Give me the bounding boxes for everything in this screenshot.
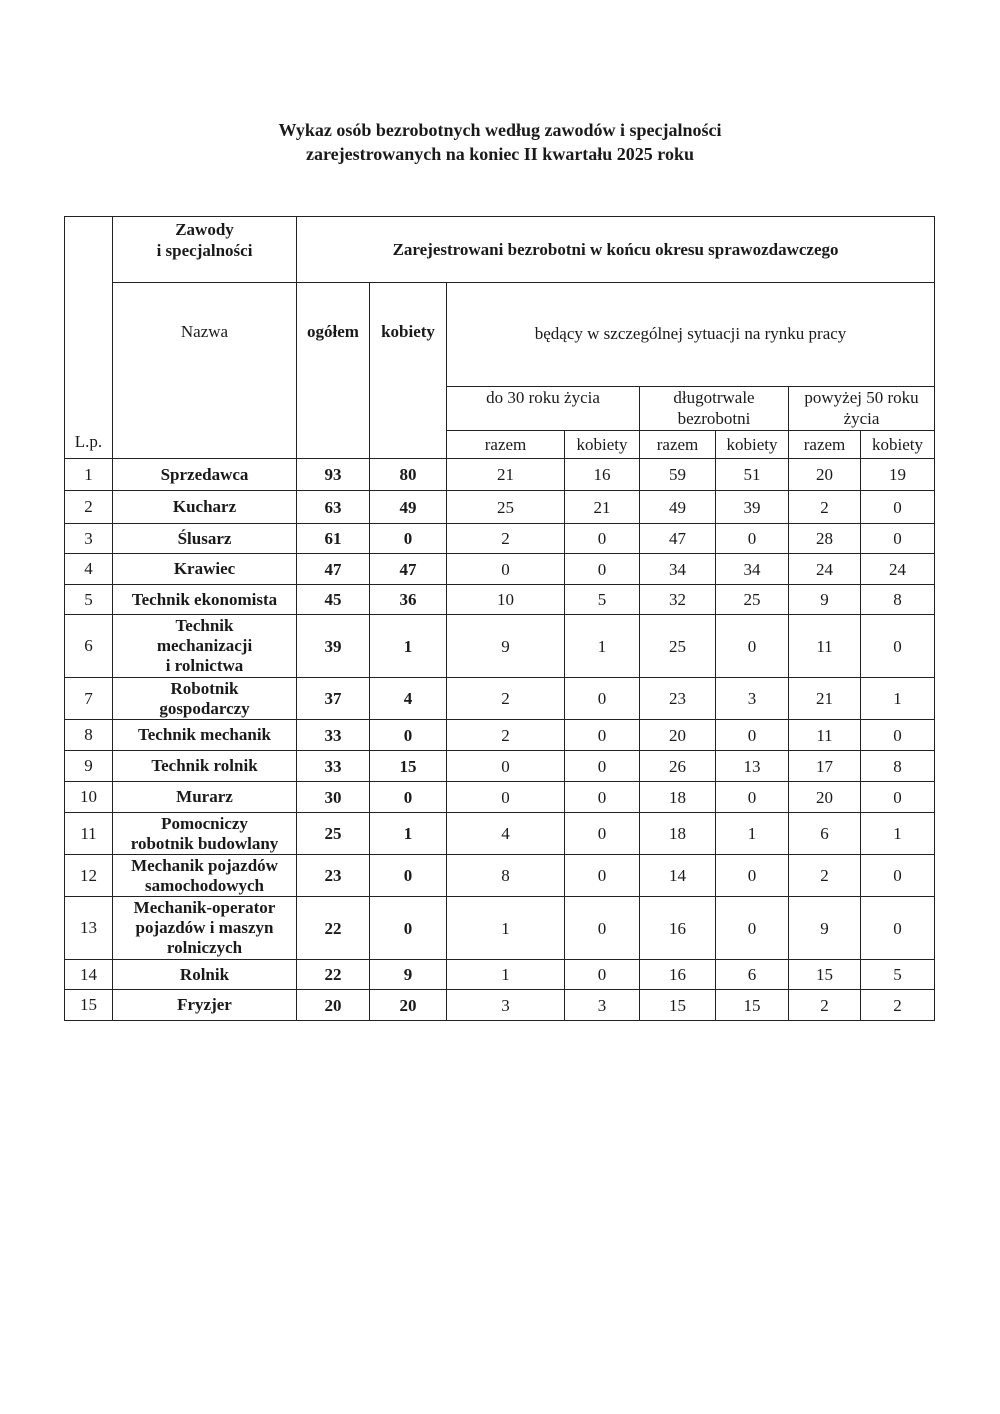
row-dlugotrwale-razem: 59 — [640, 459, 716, 491]
table-row — [65, 782, 935, 813]
row-dlugotrwale-razem: 20 — [640, 720, 716, 751]
row-do30-kobiety: 0 — [565, 813, 640, 855]
row-dlugotrwale-razem: 23 — [640, 678, 716, 720]
row-kobiety: 0 — [370, 897, 447, 960]
row-do30-razem: 2 — [447, 720, 565, 751]
row-pow50-kobiety: 8 — [861, 751, 935, 782]
row-pow50-razem: 6 — [789, 813, 861, 855]
row-pow50-razem: 11 — [789, 615, 861, 678]
table-row — [65, 615, 935, 678]
row-dlugotrwale-kobiety: 3 — [716, 678, 789, 720]
row-dlugotrwale-kobiety: 0 — [716, 615, 789, 678]
row-kobiety: 36 — [370, 585, 447, 615]
header-kobiety: kobiety — [370, 283, 447, 459]
row-pow50-kobiety: 1 — [861, 813, 935, 855]
row-lp: 8 — [65, 720, 113, 751]
row-do30-razem: 0 — [447, 782, 565, 813]
header-nazwa: Nazwa — [113, 283, 297, 459]
row-dlugotrwale-razem: 47 — [640, 524, 716, 554]
row-name: Technik rolnik — [113, 751, 297, 782]
row-name: Ślusarz — [113, 524, 297, 554]
header-do30: do 30 roku życia — [447, 387, 640, 431]
row-kobiety: 49 — [370, 491, 447, 524]
row-ogolem: 47 — [297, 554, 370, 585]
row-do30-razem: 0 — [447, 554, 565, 585]
row-name: Technik mechanik — [113, 720, 297, 751]
header-d30-kobiety: kobiety — [565, 431, 640, 459]
row-lp: 7 — [65, 678, 113, 720]
row-dlugotrwale-kobiety: 13 — [716, 751, 789, 782]
table-body — [65, 459, 935, 1021]
row-do30-razem: 1 — [447, 897, 565, 960]
row-kobiety: 20 — [370, 990, 447, 1021]
row-lp: 15 — [65, 990, 113, 1021]
row-name: Robotnik gospodarczy — [113, 678, 297, 720]
row-pow50-razem: 17 — [789, 751, 861, 782]
header-pow50: powyżej 50 roku życia — [789, 387, 935, 431]
row-lp: 14 — [65, 960, 113, 990]
row-pow50-kobiety: 2 — [861, 990, 935, 1021]
row-kobiety: 4 — [370, 678, 447, 720]
row-ogolem: 63 — [297, 491, 370, 524]
row-pow50-kobiety: 0 — [861, 782, 935, 813]
row-dlugotrwale-kobiety: 6 — [716, 960, 789, 990]
row-do30-razem: 2 — [447, 678, 565, 720]
title-line-1: Wykaz osób bezrobotnych według zawodów i specjalności — [278, 120, 722, 140]
table-row — [65, 751, 935, 782]
row-do30-razem: 10 — [447, 585, 565, 615]
row-name: Mechanik pojazdów samochodowych — [113, 855, 297, 897]
row-do30-kobiety: 0 — [565, 554, 640, 585]
row-ogolem: 33 — [297, 751, 370, 782]
row-do30-razem: 9 — [447, 615, 565, 678]
unemployment-table — [64, 216, 935, 1021]
row-ogolem: 22 — [297, 897, 370, 960]
header-ogolem: ogółem — [297, 283, 370, 459]
row-pow50-razem: 2 — [789, 990, 861, 1021]
row-do30-razem: 3 — [447, 990, 565, 1021]
header-dl-kobiety: kobiety — [716, 431, 789, 459]
row-dlugotrwale-kobiety: 39 — [716, 491, 789, 524]
row-do30-razem: 2 — [447, 524, 565, 554]
row-do30-kobiety: 0 — [565, 897, 640, 960]
row-kobiety: 80 — [370, 459, 447, 491]
table-header — [65, 217, 935, 459]
row-dlugotrwale-razem: 25 — [640, 615, 716, 678]
row-pow50-razem: 2 — [789, 491, 861, 524]
row-kobiety: 9 — [370, 960, 447, 990]
row-name: Sprzedawca — [113, 459, 297, 491]
row-do30-razem: 4 — [447, 813, 565, 855]
row-kobiety: 0 — [370, 855, 447, 897]
row-ogolem: 39 — [297, 615, 370, 678]
table-row — [65, 720, 935, 751]
header-group: Zarejestrowani bezrobotni w końcu okresu sprawozdawczego — [297, 217, 935, 283]
row-lp: 10 — [65, 782, 113, 813]
header-szczegolna: będący w szczególnej sytuacji na rynku pracy — [447, 283, 935, 387]
row-pow50-kobiety: 0 — [861, 615, 935, 678]
table-row — [65, 554, 935, 585]
row-pow50-razem: 11 — [789, 720, 861, 751]
row-pow50-razem: 20 — [789, 782, 861, 813]
row-pow50-kobiety: 5 — [861, 960, 935, 990]
table-row — [65, 813, 935, 855]
row-dlugotrwale-kobiety: 34 — [716, 554, 789, 585]
row-ogolem: 45 — [297, 585, 370, 615]
row-ogolem: 61 — [297, 524, 370, 554]
row-do30-kobiety: 0 — [565, 524, 640, 554]
row-name: Mechanik-operator pojazdów i maszyn rolniczych — [113, 897, 297, 960]
row-pow50-razem: 9 — [789, 897, 861, 960]
header-p50-kobiety: kobiety — [861, 431, 935, 459]
row-dlugotrwale-kobiety: 0 — [716, 855, 789, 897]
row-do30-kobiety: 3 — [565, 990, 640, 1021]
row-do30-kobiety: 0 — [565, 678, 640, 720]
row-lp: 11 — [65, 813, 113, 855]
row-kobiety: 0 — [370, 782, 447, 813]
row-dlugotrwale-razem: 26 — [640, 751, 716, 782]
row-do30-kobiety: 16 — [565, 459, 640, 491]
row-pow50-kobiety: 19 — [861, 459, 935, 491]
row-dlugotrwale-kobiety: 1 — [716, 813, 789, 855]
row-pow50-kobiety: 0 — [861, 491, 935, 524]
row-pow50-kobiety: 0 — [861, 855, 935, 897]
table-row — [65, 897, 935, 960]
row-dlugotrwale-razem: 32 — [640, 585, 716, 615]
row-name: Fryzjer — [113, 990, 297, 1021]
row-name: Kucharz — [113, 491, 297, 524]
header-zawody: Zawody i specjalności — [113, 217, 297, 283]
table-row — [65, 524, 935, 554]
row-lp: 5 — [65, 585, 113, 615]
row-ogolem: 37 — [297, 678, 370, 720]
row-name: Murarz — [113, 782, 297, 813]
row-dlugotrwale-kobiety: 0 — [716, 720, 789, 751]
row-name: Krawiec — [113, 554, 297, 585]
row-lp: 4 — [65, 554, 113, 585]
table-row — [65, 990, 935, 1021]
row-ogolem: 93 — [297, 459, 370, 491]
row-lp: 2 — [65, 491, 113, 524]
row-dlugotrwale-razem: 18 — [640, 782, 716, 813]
header-dlugotrwale: długotrwale bezrobotni — [640, 387, 789, 431]
table-row — [65, 960, 935, 990]
document-title — [0, 118, 1000, 166]
header-lp: L.p. — [65, 217, 113, 459]
row-pow50-kobiety: 0 — [861, 720, 935, 751]
row-dlugotrwale-razem: 14 — [640, 855, 716, 897]
row-lp: 1 — [65, 459, 113, 491]
row-dlugotrwale-kobiety: 0 — [716, 782, 789, 813]
row-do30-kobiety: 1 — [565, 615, 640, 678]
row-lp: 12 — [65, 855, 113, 897]
row-dlugotrwale-razem: 16 — [640, 897, 716, 960]
row-do30-razem: 0 — [447, 751, 565, 782]
row-do30-kobiety: 5 — [565, 585, 640, 615]
row-pow50-kobiety: 24 — [861, 554, 935, 585]
row-do30-kobiety: 0 — [565, 782, 640, 813]
row-pow50-razem: 24 — [789, 554, 861, 585]
row-kobiety: 15 — [370, 751, 447, 782]
row-kobiety: 1 — [370, 615, 447, 678]
row-do30-kobiety: 0 — [565, 720, 640, 751]
row-pow50-razem: 15 — [789, 960, 861, 990]
row-pow50-razem: 20 — [789, 459, 861, 491]
row-pow50-razem: 28 — [789, 524, 861, 554]
table-row — [65, 491, 935, 524]
row-lp: 13 — [65, 897, 113, 960]
row-kobiety: 1 — [370, 813, 447, 855]
title-line-2: zarejestrowanych na koniec II kwartału 2025 roku — [305, 144, 694, 164]
row-pow50-kobiety: 0 — [861, 897, 935, 960]
table-row — [65, 678, 935, 720]
row-pow50-kobiety: 8 — [861, 585, 935, 615]
row-dlugotrwale-kobiety: 0 — [716, 524, 789, 554]
row-ogolem: 30 — [297, 782, 370, 813]
row-pow50-kobiety: 0 — [861, 524, 935, 554]
row-name: Technik ekonomista — [113, 585, 297, 615]
row-name: Technik mechanizacji i rolnictwa — [113, 615, 297, 678]
row-do30-kobiety: 0 — [565, 751, 640, 782]
row-dlugotrwale-razem: 18 — [640, 813, 716, 855]
row-do30-kobiety: 21 — [565, 491, 640, 524]
row-ogolem: 23 — [297, 855, 370, 897]
row-kobiety: 0 — [370, 720, 447, 751]
row-dlugotrwale-razem: 49 — [640, 491, 716, 524]
row-do30-razem: 8 — [447, 855, 565, 897]
row-dlugotrwale-razem: 15 — [640, 990, 716, 1021]
row-pow50-razem: 2 — [789, 855, 861, 897]
header-dl-razem: razem — [640, 431, 716, 459]
row-lp: 3 — [65, 524, 113, 554]
row-dlugotrwale-razem: 16 — [640, 960, 716, 990]
row-do30-razem: 25 — [447, 491, 565, 524]
row-dlugotrwale-kobiety: 25 — [716, 585, 789, 615]
header-d30-razem: razem — [447, 431, 565, 459]
row-dlugotrwale-kobiety: 0 — [716, 897, 789, 960]
row-dlugotrwale-razem: 34 — [640, 554, 716, 585]
row-ogolem: 33 — [297, 720, 370, 751]
row-do30-kobiety: 0 — [565, 855, 640, 897]
row-pow50-kobiety: 1 — [861, 678, 935, 720]
row-ogolem: 25 — [297, 813, 370, 855]
row-do30-kobiety: 0 — [565, 960, 640, 990]
table-row — [65, 585, 935, 615]
row-kobiety: 47 — [370, 554, 447, 585]
row-do30-razem: 21 — [447, 459, 565, 491]
row-ogolem: 20 — [297, 990, 370, 1021]
row-lp: 9 — [65, 751, 113, 782]
row-dlugotrwale-kobiety: 15 — [716, 990, 789, 1021]
row-ogolem: 22 — [297, 960, 370, 990]
row-pow50-razem: 9 — [789, 585, 861, 615]
row-name: Pomocniczy robotnik budowlany — [113, 813, 297, 855]
row-pow50-razem: 21 — [789, 678, 861, 720]
table-row — [65, 459, 935, 491]
row-name: Rolnik — [113, 960, 297, 990]
header-p50-razem: razem — [789, 431, 861, 459]
row-dlugotrwale-kobiety: 51 — [716, 459, 789, 491]
row-lp: 6 — [65, 615, 113, 678]
row-do30-razem: 1 — [447, 960, 565, 990]
table-row — [65, 855, 935, 897]
row-kobiety: 0 — [370, 524, 447, 554]
